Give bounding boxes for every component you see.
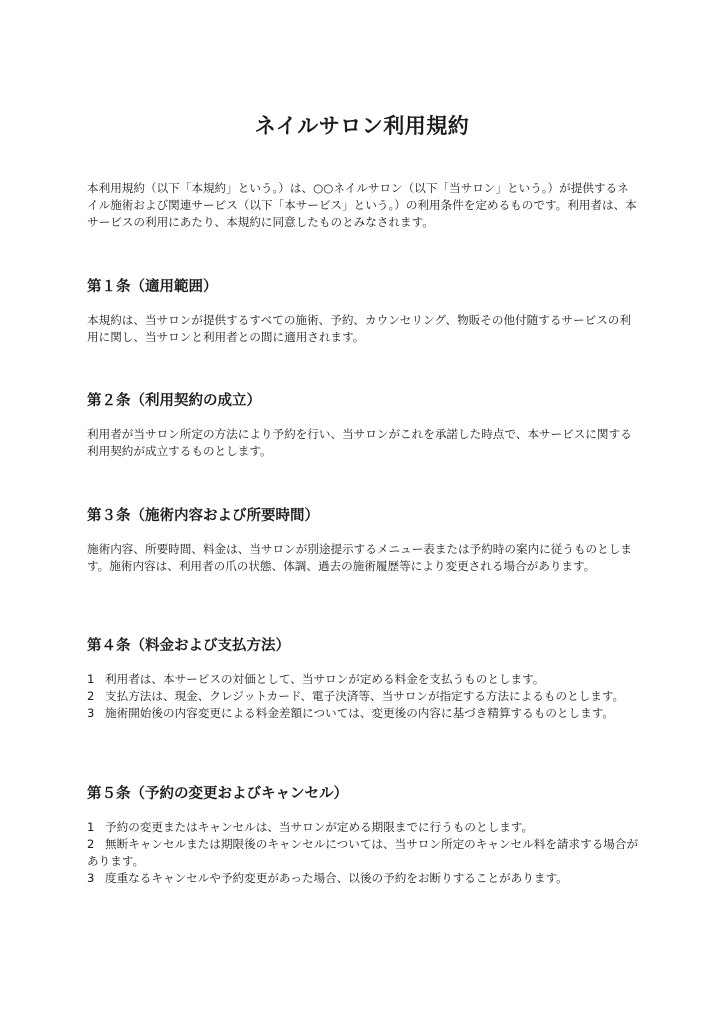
list-item xyxy=(87,836,647,870)
intro-paragraph: 本利用規約（以下「本規約」という。）は、○○ネイルサロン（以下「当サロン」という。）が提供するネイル施術および関連サービス（以下「本サービス」という。）の利用条件を定めるものです。利用者は、本サービスの利用にあたり、本規約に同意したものとみなされます。 xyxy=(87,181,637,229)
article-item-list xyxy=(87,671,647,722)
item-text: 無断キャンセルまたは期限後のキャンセルについては、当サロン所定のキャンセル料を請求する場合があります。 xyxy=(87,837,639,868)
item-text: 予約の変更またはキャンセルは、当サロンが定める期限までに行うものとします。 xyxy=(105,820,534,834)
article-body: 利用者が当サロン所定の方法により予約を行い、当サロンがこれを承諾した時点で、本サービスに関する利用契約が成立するものとします。 xyxy=(87,427,632,458)
item-number: 1 xyxy=(87,672,95,686)
article-heading: 第５条（予約の変更およびキャンセル） xyxy=(87,786,348,802)
item-number: 1 xyxy=(87,820,95,834)
item-number: 3 xyxy=(87,871,95,885)
item-number: 2 xyxy=(87,689,95,703)
article-5 xyxy=(87,783,647,887)
item-text: 施術開始後の内容変更による料金差額については、変更後の内容に基づき精算するものとします。 xyxy=(105,706,614,720)
article-heading: 第２条（利用契約の成立） xyxy=(87,393,261,409)
article-heading: 第４条（料金および支払方法） xyxy=(87,638,290,654)
list-item xyxy=(87,705,647,722)
article-3 xyxy=(87,505,647,575)
item-text: 支払方法は、現金、クレジットカード、電子決済等、当サロンが指定する方法によるものとします。 xyxy=(105,689,625,703)
list-item xyxy=(87,870,647,887)
article-2 xyxy=(87,390,647,460)
list-item xyxy=(87,819,647,836)
article-item-list xyxy=(87,819,647,887)
item-text: 利用者は、本サービスの対価として、当サロンが定める料金を支払うものとします。 xyxy=(105,672,545,686)
document-title: ネイルサロン利用規約 xyxy=(254,114,470,138)
article-4 xyxy=(87,635,647,722)
item-number: 3 xyxy=(87,706,95,720)
item-text: 度重なるキャンセルや予約変更があった場合、以後の予約をお断りすることがあります。 xyxy=(105,871,568,885)
article-body: 本規約は、当サロンが提供するすべての施術、予約、カウンセリング、物販その他付随するサービスの利用に関し、当サロンと利用者との間に適用されます。 xyxy=(87,313,631,344)
list-item xyxy=(87,671,647,688)
article-heading: 第１条（適用範囲） xyxy=(87,279,218,295)
list-item xyxy=(87,688,647,705)
article-heading: 第３条（施術内容および所要時間） xyxy=(87,508,319,524)
article-1 xyxy=(87,276,647,346)
item-number: 2 xyxy=(87,837,95,851)
article-body: 施術内容、所要時間、料金は、当サロンが別途提示するメニュー表または予約時の案内に従うものとします。施術内容は、利用者の爪の状態、体調、過去の施術履歴等により変更される場合があります。 xyxy=(87,542,632,573)
